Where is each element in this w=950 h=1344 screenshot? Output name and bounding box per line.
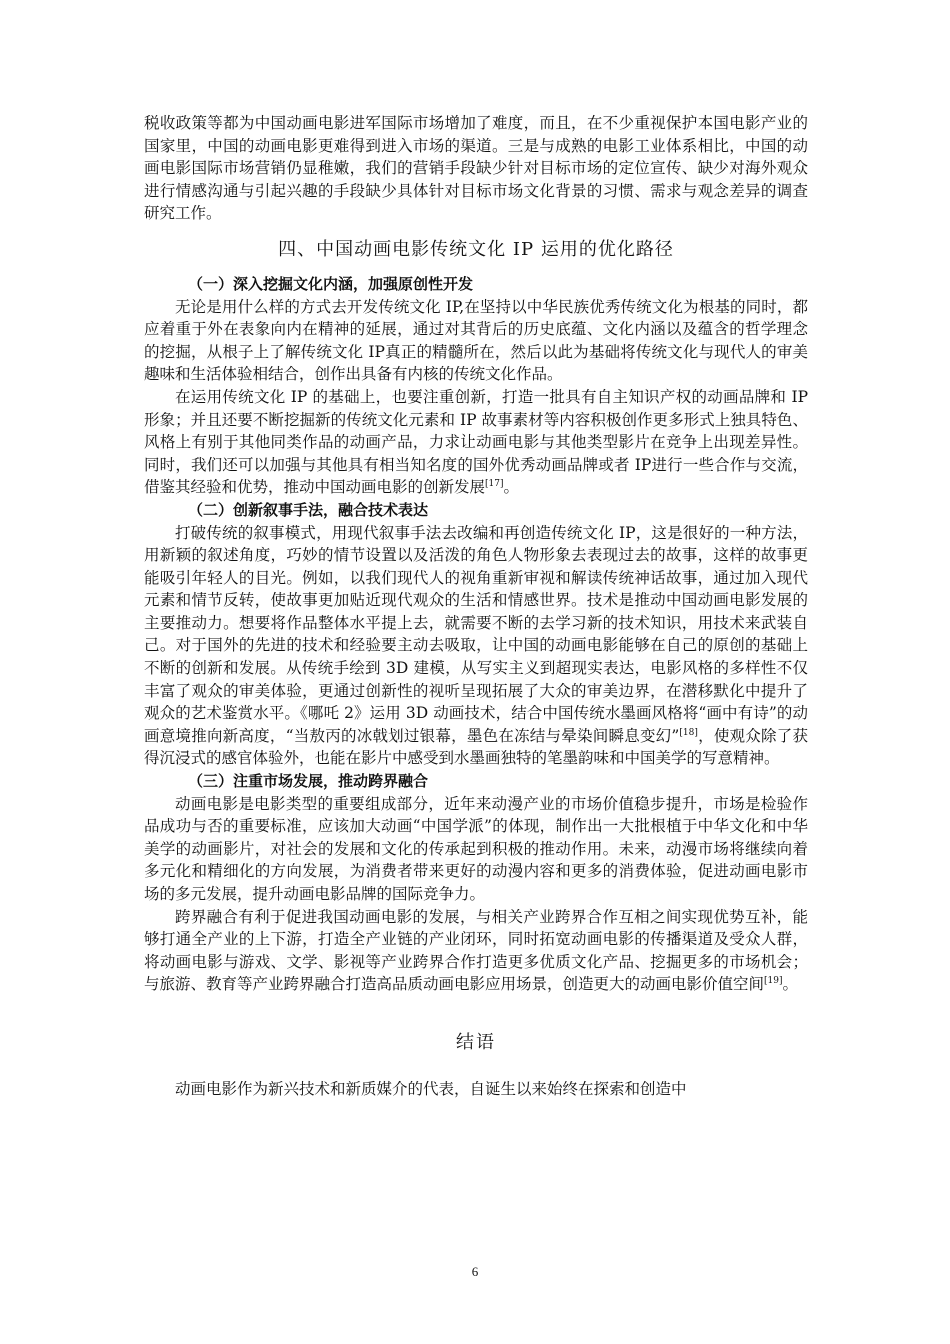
paragraph-s1-2-end: 。 [503, 478, 520, 497]
paragraph-s3-1: 动画电影是电影类型的重要组成部分，近年来动漫产业的市场价值稳步提升，市场是检验作品成功与否的重要标准，应该加大动画“中国学派”的体现，制作出一大批根植于中华文化和中华美学的动画影片，对社会的发展和文化的传承起到积极的推动作用。未来，动漫市场将继续向着多元化和精细化的方向发展，为消费者带来更好的动漫内容和更多的消费体验，促进动画电影市场的多元发展，提升动画电影品牌的国际竞争力。 [144, 794, 808, 903]
paragraph-s3-2-text: 跨界融合有利于促进我国动画电影的发展，与相关产业跨界合作互相之间实现优势互补，能够打通全产业的上下游，打造全产业链的产业闭环，同时拓宽动画电影的传播渠道及受众人群，将动画电影与游戏、文学、影视等产业跨界合作打造更多优质文化产品、挖掘更多的市场机会；与旅游、教育等产业跨界融合打造高品质动画电影应用场景，创造更大的动画电影价值空间 [144, 907, 808, 994]
conclusion-heading: 结语 [456, 1031, 496, 1053]
paragraph-s3-2 [144, 906, 808, 996]
citation-18: [18] [679, 727, 698, 738]
paragraph-s1-1: 无论是用什么样的方式去开发传统文化 IP,在坚持以中华民族优秀传统文化为根基的同时，都应着重于外在表象向内在精神的延展，通过对其背后的历史底蕴、文化内涵以及蕴含的哲学理念的挖掘，从根子上了解传统文化 IP真正的精髓所在，然后以此为基础将传统文化与现代人的审美趣味和生活体验相结合，创作出具备有内核的传统文化作品。 [144, 297, 808, 384]
paragraph-s2-1-end: ，使观众除了获得沉浸式的感官体验外，也能在影片中感受到水墨画独特的笔墨韵味和中国美学的写意精神。 [144, 726, 808, 768]
subsection-heading-2: （二）创新叙事手法，融合技术表达 [188, 500, 429, 519]
subsection-heading-1: （一）深入挖掘文化内涵，加强原创性开发 [188, 274, 474, 293]
paragraph-s1-2 [144, 386, 808, 499]
page-number: 6 [471, 1264, 479, 1279]
paragraph-s2-1-text: 打破传统的叙事模式，用现代叙事手法去改编和再创造传统文化 IP，这是很好的一种方法，用新颖的叙述角度，巧妙的情节设置以及活泼的角色人物形象去表现过去的故事，这样的故事更能吸引年轻人的目光。例如，以我们现代人的视角重新审视和解读传统神话故事，通过加入现代元素和情节反转，使故事更加贴近现代观众的生活和情感世界。技术是推动中国动画电影发展的主要推动力。想要将作品整体水平提上去，就需要不断的去学习新的技术知识，用技术来武装自己。对于国外的先进的技术和经验要主动去吸取，让中国的动画电影能够在自己的原创的基础上不断的创新和发展。从传统手绘到 3D 建模，从写实主义到超现实表达，电影风格的多样性不仅丰富了观众的审美体验，更通过创新性的视听呈现拓展了大众的审美边界，在潜移默化中提升了观众的艺术鉴赏水平。《哪吒 2》运用 3D 动画技术，结合中国传统水墨画风格将“画中有诗”的动画意境推向新高度，“当敖丙的冰戟划过银幕，墨色在冻结与晕染间瞬息变幻” [144, 523, 808, 745]
section-heading-4: 四、中国动画电影传统文化 IP 运用的优化路径 [278, 238, 674, 260]
subsection-heading-3: （三）注重市场发展，推动跨界融合 [188, 772, 429, 791]
citation-19: [19] [764, 976, 783, 987]
paragraph-s2-1 [144, 522, 808, 771]
page-content [144, 112, 808, 1101]
paragraph-s3-2-end: 。 [782, 975, 799, 994]
paragraph-s1-2-text: 在运用传统文化 IP 的基础上，也要注重创新，打造一批具有自主知识产权的动画品牌和 IP 形象；并且还要不断挖掘新的传统文化元素和 IP 故事素材等内容积极创作更多形式上独具特色、风格上有别于其他同类作品的动画产品，力求让动画电影与其他类型影片在竞争上出现差异性。同时，我们还可以加强与其他具有相当知名度的国外优秀动画品牌或者 IP进行一些合作与交流，借鉴其经验和优势，推动中国动画电影的创新发展 [144, 387, 808, 497]
paragraph-intro: 税收政策等都为中国动画电影进军国际市场增加了难度，而且，在不少重视保护本国电影产业的国家里，中国的动画电影更难得到进入市场的渠道。三是与成熟的电影工业体系相比，中国的动画电影国际市场营销仍显稚嫩，我们的营销手段缺少针对目标市场的定位宣传、缺少对海外观众进行情感沟通与引起兴趣的手段缺少具体针对目标市场文化背景的习惯、需求与观念差异的调查研究工作。 [144, 114, 808, 223]
paragraph-conclusion-1: 动画电影作为新兴技术和新质媒介的代表，自诞生以来始终在探索和创造中 [175, 1079, 687, 1098]
citation-17: [17] [485, 479, 504, 490]
